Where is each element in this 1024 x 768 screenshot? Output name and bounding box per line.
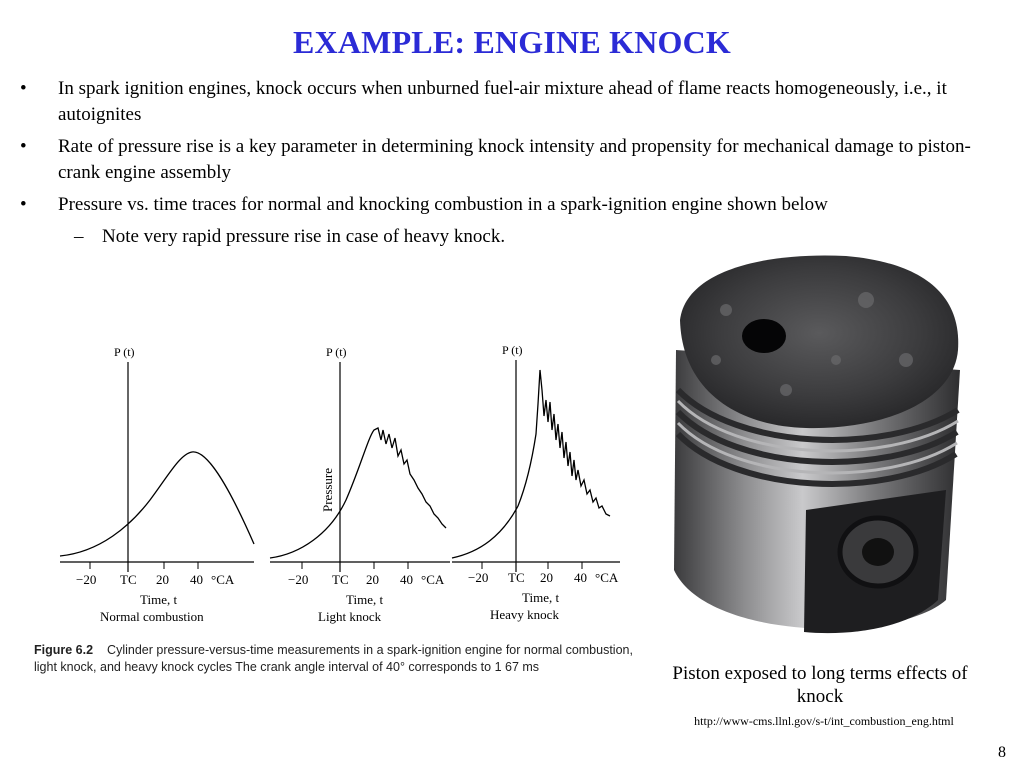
tick-label: 40 <box>574 570 587 585</box>
pressure-trace-normal <box>60 452 254 556</box>
sub-bullet-symbol: – <box>74 226 84 247</box>
bullet-item <box>18 134 1008 186</box>
panel-caption: Normal combustion <box>100 609 204 624</box>
photo-caption: Piston exposed to long terms effects of knock <box>672 663 968 707</box>
bullet-symbol: • <box>20 78 27 99</box>
x-axis-label: Time, t <box>140 592 178 607</box>
tick-label: 40 <box>400 572 413 587</box>
bullet-symbol: • <box>20 194 27 215</box>
panel-light-knock <box>270 345 450 624</box>
bullet-symbol: • <box>20 136 27 157</box>
x-axis-label: Time, t <box>346 592 384 607</box>
panel-caption: Light knock <box>318 609 382 624</box>
y-axis-label: P (t) <box>502 343 523 357</box>
piston-photo <box>646 240 990 652</box>
panel-heavy-knock <box>452 343 620 622</box>
sub-bullet-text: Note very rapid pressure rise in case of heavy knock. <box>102 226 506 247</box>
tick-label: TC <box>332 572 349 587</box>
tick-label: °CA <box>595 570 619 585</box>
tick-label: −20 <box>76 572 97 587</box>
piston-image <box>646 240 990 652</box>
bullet-list <box>18 76 1008 250</box>
tick-label: 40 <box>190 572 203 587</box>
pressure-traces-svg <box>30 330 630 640</box>
slide-title: EXAMPLE: ENGINE KNOCK <box>293 24 731 60</box>
y-axis-label: P (t) <box>326 345 347 359</box>
figure-caption-label: Figure 6.2 <box>34 643 94 657</box>
tick-label: 20 <box>156 572 169 587</box>
tick-label: 20 <box>540 570 553 585</box>
figure-caption <box>34 642 634 676</box>
bullet-text: Pressure vs. time traces for normal and knocking combustion in a spark-ignition engine shown below <box>58 194 828 215</box>
tick-label: °CA <box>211 572 235 587</box>
tick-label: TC <box>120 572 137 587</box>
bullet-text: In spark ignition engines, knock occurs when unburned fuel-air mixture ahead of flame reacts homogeneously, i.e., it autoignites <box>58 78 947 125</box>
tick-label: −20 <box>288 572 309 587</box>
pressure-label: Pressure <box>320 467 335 513</box>
tick-label: °CA <box>421 572 445 587</box>
pressure-trace-heavy-knock <box>452 370 610 558</box>
source-url: http://www-cms.llnl.gov/s-t/int_combustion_eng.html <box>694 714 954 728</box>
bullet-item <box>18 76 1008 128</box>
page-number: 8 <box>998 744 1006 761</box>
bullet-text: Rate of pressure rise is a key parameter in determining knock intensity and propensity for mechanical damage to piston-crank engine assembly <box>58 136 971 183</box>
panel-caption: Heavy knock <box>490 607 559 622</box>
tick-label: TC <box>508 570 525 585</box>
tick-label: 20 <box>366 572 379 587</box>
panel-normal <box>60 345 254 624</box>
tick-label: −20 <box>468 570 489 585</box>
x-axis-label: Time, t <box>522 590 560 605</box>
figure-caption-text: Cylinder pressure-versus-time measurements in a spark-ignition engine for normal combustion, light knock, and heavy knock cycles The crank angle interval of 40° corresponds to 1 67 ms <box>34 643 633 674</box>
pressure-trace-light-knock <box>270 428 446 558</box>
bullet-item <box>18 192 1008 218</box>
pressure-figure <box>30 330 633 700</box>
y-axis-label: P (t) <box>114 345 135 359</box>
